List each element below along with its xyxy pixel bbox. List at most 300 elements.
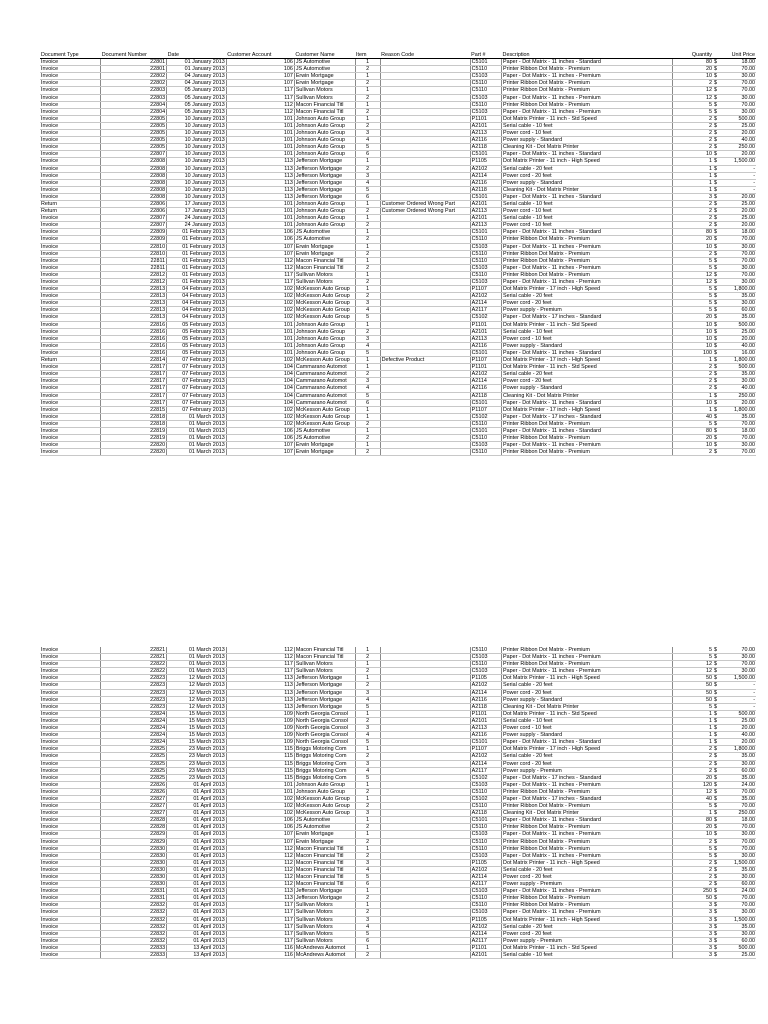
table-row <box>40 420 756 427</box>
cell-reason-code <box>380 130 470 137</box>
cell-reason-code <box>380 257 470 264</box>
cell-customer-name: Johnson Auto Group <box>294 321 355 328</box>
cell-part-number: C5103 <box>470 654 501 661</box>
cell-part-number: A2114 <box>470 689 501 696</box>
cell-reason-code <box>380 449 470 456</box>
cell-document-type: Invoice <box>40 930 101 937</box>
cell-unit-price: 70.00 <box>721 845 756 852</box>
cell-description: Power cord - 20 feet <box>502 874 673 881</box>
cell-document-number: 22825 <box>101 746 167 753</box>
cell-customer-account: 107 <box>226 838 294 845</box>
cell-document-type: Invoice <box>40 689 101 696</box>
cell-quantity: 1 <box>672 357 713 364</box>
cell-reason-code <box>380 151 470 158</box>
cell-customer-name: Sullivan Motors <box>294 271 355 278</box>
cell-document-number: 22812 <box>101 271 167 278</box>
table-row <box>40 675 756 682</box>
cell-reason-code <box>380 364 470 371</box>
cell-item: 2 <box>355 668 380 675</box>
cell-part-number: C5110 <box>470 803 501 810</box>
cell-document-number: 22808 <box>101 193 167 200</box>
cell-quantity: 10 <box>672 328 713 335</box>
cell-item: 1 <box>355 115 380 122</box>
cell-quantity: 12 <box>672 661 713 668</box>
cell-date: 01 April 2013 <box>167 930 227 937</box>
cell-unit-price: 500.00 <box>721 115 756 122</box>
cell-unit-price: 35.00 <box>721 795 756 802</box>
cell-document-type: Invoice <box>40 859 101 866</box>
cell-item: 1 <box>355 158 380 165</box>
cell-customer-account: 107 <box>226 250 294 257</box>
cell-customer-account: 101 <box>226 208 294 215</box>
cell-document-type: Invoice <box>40 916 101 923</box>
cell-item: 5 <box>355 774 380 781</box>
cell-quantity: 20 <box>672 824 713 831</box>
cell-description: Printer Ribbon Dot Matrix - Premium <box>502 661 673 668</box>
cell-customer-name: Macon Financial Titl <box>294 647 355 654</box>
cell-quantity: 2 <box>672 866 713 873</box>
cell-date: 10 January 2013 <box>167 115 227 122</box>
cell-date: 01 April 2013 <box>167 888 227 895</box>
cell-customer-name: North Georgia Consol <box>294 710 355 717</box>
cell-quantity: 1 <box>672 717 713 724</box>
cell-date: 23 March 2013 <box>167 746 227 753</box>
cell-date: 01 March 2013 <box>167 449 227 456</box>
cell-currency: $ <box>713 392 721 399</box>
cell-currency: $ <box>713 137 721 144</box>
cell-currency: $ <box>713 222 721 229</box>
cell-date: 10 January 2013 <box>167 151 227 158</box>
cell-reason-code <box>380 654 470 661</box>
cell-date: 24 January 2013 <box>167 222 227 229</box>
cell-document-type: Invoice <box>40 675 101 682</box>
cell-description: Printer Ribbon Dot Matrix - Premium <box>502 647 673 654</box>
cell-item: 4 <box>355 923 380 930</box>
cell-customer-name: Johnson Auto Group <box>294 342 355 349</box>
cell-customer-account: 113 <box>226 888 294 895</box>
cell-quantity: 80 <box>672 59 713 66</box>
cell-document-number: 22817 <box>101 385 167 392</box>
table-row <box>40 122 756 129</box>
cell-unit-price: 60.00 <box>721 937 756 944</box>
cell-reason-code <box>380 725 470 732</box>
cell-document-type: Return <box>40 357 101 364</box>
cell-item: 1 <box>355 364 380 371</box>
cell-item: 3 <box>355 859 380 866</box>
cell-document-number: 22827 <box>101 810 167 817</box>
cell-currency: $ <box>713 449 721 456</box>
cell-date: 07 February 2013 <box>167 392 227 399</box>
cell-reason-code <box>380 286 470 293</box>
cell-quantity: 1 <box>672 710 713 717</box>
cell-part-number: A2101 <box>470 200 501 207</box>
cell-document-type: Invoice <box>40 264 101 271</box>
cell-quantity: 5 <box>672 654 713 661</box>
cell-reason-code <box>380 675 470 682</box>
cell-date: 05 February 2013 <box>167 335 227 342</box>
cell-quantity: 2 <box>672 838 713 845</box>
table-row <box>40 852 756 859</box>
cell-part-number: C5102 <box>470 795 501 802</box>
cell-currency: $ <box>713 321 721 328</box>
cell-document-type: Invoice <box>40 725 101 732</box>
cell-document-number: 22812 <box>101 279 167 286</box>
cell-item: 5 <box>355 874 380 881</box>
cell-currency: $ <box>713 122 721 129</box>
cell-document-type: Invoice <box>40 909 101 916</box>
cell-item: 2 <box>355 449 380 456</box>
cell-currency: $ <box>713 923 721 930</box>
cell-document-number: 22821 <box>101 647 167 654</box>
cell-reason-code <box>380 817 470 824</box>
cell-document-number: 22815 <box>101 406 167 413</box>
cell-document-number: 22807 <box>101 215 167 222</box>
cell-customer-name: North Georgia Consol <box>294 725 355 732</box>
cell-customer-name: North Georgia Consol <box>294 717 355 724</box>
cell-document-type: Invoice <box>40 952 101 959</box>
cell-part-number: C5110 <box>470 420 501 427</box>
table-row <box>40 279 756 286</box>
table-row <box>40 710 756 717</box>
cell-quantity: 2 <box>672 222 713 229</box>
cell-part-number: A2101 <box>470 717 501 724</box>
cell-document-type: Invoice <box>40 824 101 831</box>
cell-date: 01 March 2013 <box>167 427 227 434</box>
cell-date: 10 January 2013 <box>167 158 227 165</box>
cell-item: 1 <box>355 87 380 94</box>
cell-item: 3 <box>355 916 380 923</box>
table-row <box>40 364 756 371</box>
cell-customer-account: 109 <box>226 739 294 746</box>
cell-part-number: A2101 <box>470 952 501 959</box>
cell-part-number: A2102 <box>470 866 501 873</box>
cell-customer-account: 106 <box>226 427 294 434</box>
cell-customer-name: North Georgia Consol <box>294 739 355 746</box>
cell-currency: $ <box>713 746 721 753</box>
cell-customer-name: Sullivan Motors <box>294 937 355 944</box>
cell-item: 2 <box>355 682 380 689</box>
cell-document-number: 22823 <box>101 682 167 689</box>
table-row <box>40 101 756 108</box>
cell-part-number: A2113 <box>470 222 501 229</box>
cell-item: 2 <box>355 328 380 335</box>
cell-part-number: A2118 <box>470 703 501 710</box>
cell-unit-price: 25.00 <box>721 328 756 335</box>
cell-currency: $ <box>713 831 721 838</box>
cell-document-number: 22811 <box>101 264 167 271</box>
cell-part-number: A2101 <box>470 215 501 222</box>
cell-quantity: 2 <box>672 760 713 767</box>
cell-currency: $ <box>713 229 721 236</box>
cell-customer-account: 112 <box>226 881 294 888</box>
cell-unit-price: 70.00 <box>721 236 756 243</box>
cell-part-number: P1107 <box>470 357 501 364</box>
cell-customer-account: 112 <box>226 108 294 115</box>
cell-date: 01 April 2013 <box>167 937 227 944</box>
cell-description: Power cord - 10 feet <box>502 222 673 229</box>
cell-document-type: Invoice <box>40 101 101 108</box>
cell-date: 01 April 2013 <box>167 845 227 852</box>
cell-part-number: P1107 <box>470 286 501 293</box>
cell-description: Dot Matrix Printer - 11 inch - Std Speed <box>502 364 673 371</box>
cell-part-number: C5103 <box>470 264 501 271</box>
cell-description: Paper - Dot Matrix - 11 inches - Premium <box>502 94 673 101</box>
cell-document-number: 22816 <box>101 321 167 328</box>
cell-customer-name: Johnson Auto Group <box>294 200 355 207</box>
cell-customer-account: 107 <box>226 449 294 456</box>
cell-customer-account: 101 <box>226 335 294 342</box>
cell-customer-account: 102 <box>226 795 294 802</box>
cell-unit-price: 20.00 <box>721 193 756 200</box>
cell-item: 2 <box>355 420 380 427</box>
table-row <box>40 193 756 200</box>
cell-unit-price: 60.00 <box>721 767 756 774</box>
cell-unit-price: 1,500.00 <box>721 916 756 923</box>
cell-customer-name: Erwin Mortgage <box>294 250 355 257</box>
cell-unit-price: 35.00 <box>721 923 756 930</box>
cell-part-number: A2101 <box>470 122 501 129</box>
cell-part-number: C5103 <box>470 668 501 675</box>
cell-description: Serial cable - 10 feet <box>502 328 673 335</box>
cell-document-type: Invoice <box>40 115 101 122</box>
cell-document-type: Invoice <box>40 137 101 144</box>
cell-item: 3 <box>355 689 380 696</box>
cell-reason-code <box>380 342 470 349</box>
cell-document-type: Invoice <box>40 122 101 129</box>
cell-document-number: 22805 <box>101 122 167 129</box>
cell-document-type: Invoice <box>40 349 101 356</box>
cell-customer-account: 101 <box>226 342 294 349</box>
cell-customer-account: 112 <box>226 866 294 873</box>
cell-unit-price: 70.00 <box>721 257 756 264</box>
cell-description: Power cord - 20 feet <box>502 172 673 179</box>
cell-customer-name: Jefferson Mortgage <box>294 888 355 895</box>
cell-document-type: Invoice <box>40 87 101 94</box>
cell-customer-name: Sullivan Motors <box>294 668 355 675</box>
table-row <box>40 307 756 314</box>
cell-document-number: 22823 <box>101 689 167 696</box>
cell-customer-name: Johnson Auto Group <box>294 151 355 158</box>
cell-document-number: 22810 <box>101 243 167 250</box>
cell-quantity: 2 <box>672 385 713 392</box>
cell-customer-name: Johnson Auto Group <box>294 208 355 215</box>
cell-unit-price: 70.00 <box>721 788 756 795</box>
cell-document-number: 22830 <box>101 874 167 881</box>
cell-quantity: 2 <box>672 378 713 385</box>
table-row <box>40 222 756 229</box>
cell-customer-name: Macon Financial Titl <box>294 257 355 264</box>
cell-description: Cleaning Kit - Dot Matrix Printer <box>502 810 673 817</box>
cell-currency: $ <box>713 130 721 137</box>
cell-description: Paper - Dot Matrix - 11 inches - Premium <box>502 654 673 661</box>
cell-item: 1 <box>355 888 380 895</box>
cell-document-type: Invoice <box>40 293 101 300</box>
cell-customer-account: 104 <box>226 378 294 385</box>
cell-document-number: 22827 <box>101 795 167 802</box>
table-row <box>40 59 756 66</box>
cell-customer-account: 113 <box>226 895 294 902</box>
cell-currency: $ <box>713 668 721 675</box>
table-row <box>40 314 756 321</box>
cell-customer-account: 101 <box>226 115 294 122</box>
cell-reason-code <box>380 937 470 944</box>
cell-part-number: A2116 <box>470 732 501 739</box>
cell-date: 01 February 2013 <box>167 264 227 271</box>
cell-customer-name: JS Automotive <box>294 66 355 73</box>
cell-quantity: 2 <box>672 746 713 753</box>
cell-customer-name: Macon Financial Titl <box>294 866 355 873</box>
cell-reason-code <box>380 87 470 94</box>
cell-quantity: 5 <box>672 300 713 307</box>
header-customer-name: Customer Name <box>294 52 355 59</box>
cell-part-number: A2118 <box>470 186 501 193</box>
cell-customer-account: 101 <box>226 781 294 788</box>
cell-customer-name: McKesson Auto Group <box>294 307 355 314</box>
cell-item: 1 <box>355 413 380 420</box>
cell-description: Paper - Dot Matrix - 11 inches - Standard <box>502 399 673 406</box>
cell-quantity: 50 <box>672 675 713 682</box>
table-row <box>40 654 756 661</box>
cell-part-number: A2113 <box>470 208 501 215</box>
cell-date: 04 February 2013 <box>167 300 227 307</box>
cell-document-type: Invoice <box>40 732 101 739</box>
cell-document-number: 22820 <box>101 442 167 449</box>
cell-reason-code <box>380 427 470 434</box>
cell-date: 10 January 2013 <box>167 179 227 186</box>
cell-customer-name: Briggs Motoring Com <box>294 774 355 781</box>
cell-quantity: 2 <box>672 144 713 151</box>
cell-part-number: A2116 <box>470 342 501 349</box>
cell-reason-code <box>380 703 470 710</box>
cell-customer-account: 116 <box>226 952 294 959</box>
cell-unit-price: 40.00 <box>721 385 756 392</box>
cell-document-type: Invoice <box>40 279 101 286</box>
cell-description: Printer Ribbon Dot Matrix - Premium <box>502 435 673 442</box>
cell-part-number: A2117 <box>470 881 501 888</box>
cell-quantity: 80 <box>672 817 713 824</box>
cell-customer-name: Erwin Mortgage <box>294 831 355 838</box>
cell-document-number: 22824 <box>101 725 167 732</box>
cell-part-number: P1101 <box>470 115 501 122</box>
cell-date: 01 April 2013 <box>167 923 227 930</box>
cell-currency: $ <box>713 300 721 307</box>
cell-description: Power cord - 20 feet <box>502 300 673 307</box>
cell-description: Serial cable - 10 feet <box>502 200 673 207</box>
cell-reason-code <box>380 895 470 902</box>
cell-description: Printer Ribbon Dot Matrix - Premium <box>502 838 673 845</box>
cell-part-number: C5110 <box>470 66 501 73</box>
cell-document-type: Invoice <box>40 647 101 654</box>
table-row <box>40 774 756 781</box>
table-row <box>40 179 756 186</box>
cell-document-type: Invoice <box>40 73 101 80</box>
cell-customer-account: 102 <box>226 413 294 420</box>
cell-quantity: 20 <box>672 66 713 73</box>
cell-document-number: 22813 <box>101 293 167 300</box>
cell-currency: $ <box>713 435 721 442</box>
cell-date: 01 January 2013 <box>167 59 227 66</box>
cell-document-type: Invoice <box>40 774 101 781</box>
cell-currency: $ <box>713 257 721 264</box>
cell-customer-account: 117 <box>226 916 294 923</box>
cell-date: 05 January 2013 <box>167 108 227 115</box>
cell-customer-name: Jefferson Mortgage <box>294 193 355 200</box>
table-row <box>40 413 756 420</box>
cell-document-number: 22823 <box>101 675 167 682</box>
cell-date: 05 February 2013 <box>167 349 227 356</box>
cell-customer-name: Jefferson Mortgage <box>294 165 355 172</box>
cell-customer-name: Briggs Motoring Com <box>294 767 355 774</box>
cell-part-number: A2102 <box>470 753 501 760</box>
cell-document-type: Invoice <box>40 810 101 817</box>
table-row <box>40 144 756 151</box>
table-row <box>40 810 756 817</box>
table-row <box>40 838 756 845</box>
cell-reason-code <box>380 385 470 392</box>
cell-date: 07 February 2013 <box>167 406 227 413</box>
cell-date: 01 February 2013 <box>167 257 227 264</box>
cell-unit-price: 30.00 <box>721 378 756 385</box>
cell-document-type: Invoice <box>40 406 101 413</box>
cell-item: 1 <box>355 845 380 852</box>
cell-document-number: 22832 <box>101 916 167 923</box>
table-row <box>40 442 756 449</box>
cell-document-type: Invoice <box>40 286 101 293</box>
cell-customer-name: Sullivan Motors <box>294 930 355 937</box>
sales-register-table-1 <box>40 52 756 456</box>
table-row <box>40 831 756 838</box>
cell-currency: $ <box>713 179 721 186</box>
cell-document-type: Invoice <box>40 151 101 158</box>
cell-customer-name: Erwin Mortgage <box>294 73 355 80</box>
cell-quantity: 2 <box>672 371 713 378</box>
cell-document-number: 22806 <box>101 200 167 207</box>
cell-description: Printer Ribbon Dot Matrix - Premium <box>502 803 673 810</box>
cell-description: Printer Ribbon Dot Matrix - Premium <box>502 87 673 94</box>
cell-part-number: A2116 <box>470 696 501 703</box>
cell-description: Paper - Dot Matrix - 11 inches - Standard <box>502 59 673 66</box>
cell-part-number: C5103 <box>470 94 501 101</box>
cell-customer-account: 113 <box>226 675 294 682</box>
cell-currency: $ <box>713 385 721 392</box>
cell-quantity: 2 <box>672 122 713 129</box>
cell-date: 04 February 2013 <box>167 293 227 300</box>
cell-date: 05 February 2013 <box>167 321 227 328</box>
cell-quantity: 2 <box>672 364 713 371</box>
cell-customer-name: McKesson Auto Group <box>294 795 355 802</box>
cell-quantity: 5 <box>672 264 713 271</box>
cell-document-number: 22832 <box>101 902 167 909</box>
cell-document-type: Invoice <box>40 746 101 753</box>
cell-customer-account: 112 <box>226 264 294 271</box>
cell-item: 6 <box>355 937 380 944</box>
table-row <box>40 378 756 385</box>
cell-document-type: Invoice <box>40 923 101 930</box>
cell-item: 6 <box>355 881 380 888</box>
cell-customer-name: Cammarano Automot <box>294 392 355 399</box>
cell-currency: $ <box>713 795 721 802</box>
cell-reason-code <box>380 902 470 909</box>
cell-currency: $ <box>713 208 721 215</box>
cell-description: Power cord - 10 feet <box>502 208 673 215</box>
cell-customer-name: Briggs Motoring Com <box>294 753 355 760</box>
cell-item: 1 <box>355 442 380 449</box>
cell-part-number: A2114 <box>470 760 501 767</box>
cell-customer-account: 102 <box>226 357 294 364</box>
cell-quantity: 3 <box>672 902 713 909</box>
cell-part-number: A2113 <box>470 335 501 342</box>
cell-document-number: 22807 <box>101 151 167 158</box>
